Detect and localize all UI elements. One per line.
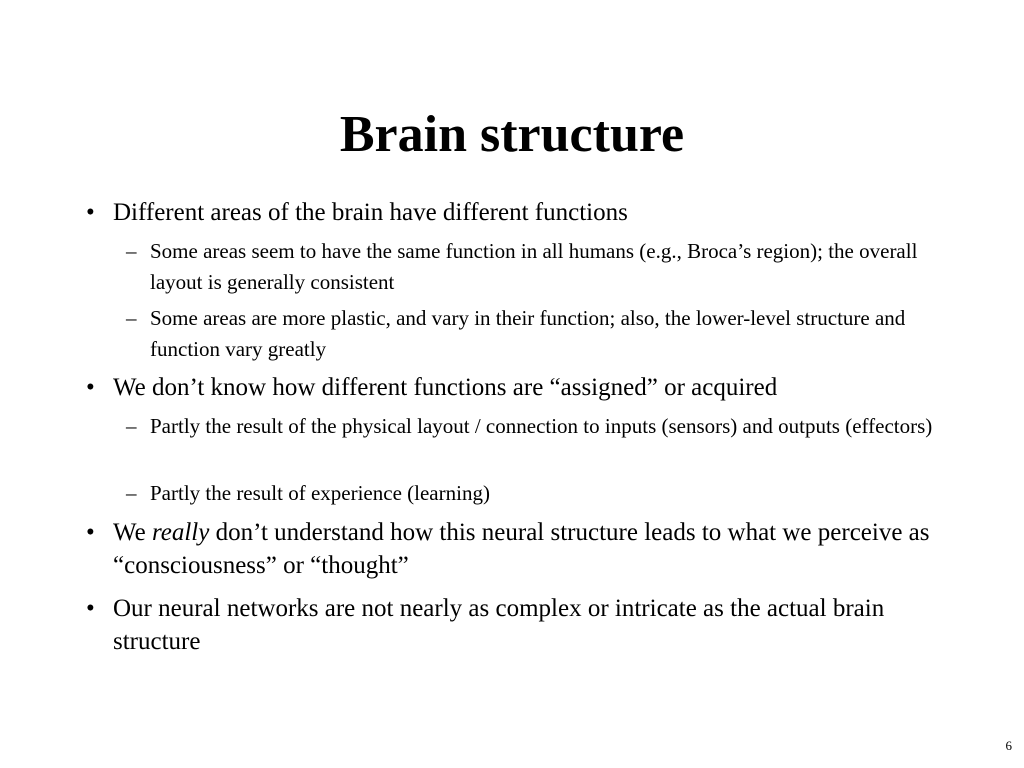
bullet-item: [86, 592, 936, 658]
slide-title: Brain structure: [339, 106, 685, 163]
bullet-item: [86, 371, 936, 404]
bullet-marker: •: [86, 374, 95, 401]
sub-bullet-marker: –: [126, 414, 137, 438]
bullet-text-end: don’t understand how this neural structure leads to what we perceive as “consciousness” or “thought”: [113, 519, 930, 579]
bullet-text: We don’t know how different functions are “assigned” or acquired: [113, 374, 778, 401]
sub-bullet-text: Some areas are more plastic, and vary in their function; also, the lower-level structure and function vary greatly: [150, 306, 906, 361]
sub-bullet-item: [126, 236, 936, 298]
bullet-marker: •: [86, 199, 95, 226]
bullet-item: [86, 196, 936, 229]
bullet-item: [86, 516, 936, 582]
bullet-text: Different areas of the brain have different functions: [113, 199, 628, 226]
sub-bullet-marker: –: [126, 239, 137, 263]
bullet-text: Our neural networks are not nearly as complex or intricate as the actual brain structure: [113, 595, 885, 655]
sub-bullet-item: [126, 478, 936, 509]
sub-bullet-text: Some areas seem to have the same function in all humans (e.g., Broca’s region); the overall layout is generally consistent: [150, 239, 918, 294]
sub-bullet-item: [126, 411, 936, 442]
bullet-text-start: We: [113, 519, 152, 546]
bullet-text: [113, 516, 936, 582]
sub-bullet-marker: –: [126, 306, 137, 330]
sub-bullet-marker: –: [126, 481, 137, 505]
sub-bullet-item: [126, 303, 936, 365]
bullet-marker: •: [86, 519, 95, 546]
slide-number: 6: [1005, 738, 1012, 753]
bullet-marker: •: [86, 595, 95, 622]
sub-bullet-text: Partly the result of the physical layout / connection to inputs (sensors) and outputs (effectors): [150, 414, 933, 438]
emphasis-text: really: [151, 519, 210, 546]
sub-bullet-text: Partly the result of experience (learning): [150, 481, 490, 505]
